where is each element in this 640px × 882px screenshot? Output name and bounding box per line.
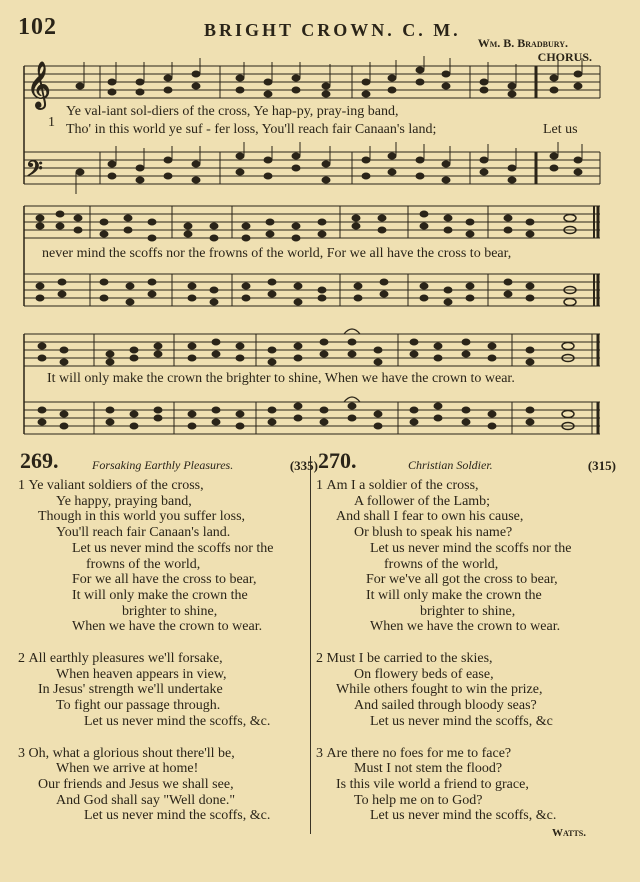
stanza-line: Must I not stem the flood? (354, 761, 503, 777)
hymn-header (18, 448, 318, 476)
stanza-line: Is this vile world a friend to grace, (336, 776, 529, 792)
score-lyrics-line-1: Ye val-iant sol-diers of the cross, Ye hap-py, pray-ing band, (66, 104, 399, 119)
composer-credit: Wm. B. Bradbury. (477, 36, 568, 50)
stanza-line: It will only make the crown the (72, 587, 248, 603)
hymn-270 (316, 448, 616, 840)
bass-clef-icon: 𝄢 (26, 157, 43, 187)
score-lyrics-system-3: It will only make the crown the brighter to shine, When we have the crown to wear. (47, 371, 515, 386)
verse-text: Oh, what a glorious shout there'll be, (28, 745, 235, 761)
stanza-line: And shall I fear to own his cause, (336, 509, 524, 525)
stanza-line: While others fought to win the prize, (336, 682, 543, 698)
stanza-line: For we all have the cross to bear, (72, 572, 257, 588)
stanza-line: Though in this world you suffer loss, (38, 509, 246, 525)
verse-text: Am I a soldier of the cross, (326, 478, 479, 493)
score-lyrics-line-2: Tho' in this world ye suf - fer loss, You'll reach fair Canaan's land; (66, 122, 437, 137)
stanza-number: 2 (18, 651, 25, 667)
score-lyrics-system-2: never mind the scoffs nor the frowns of the world, For we all have the cross to bear, (42, 246, 512, 261)
stanza-line: brighter to shine, (122, 603, 218, 619)
stanza (316, 651, 616, 730)
hymn-reference: (315) (587, 458, 616, 473)
stanza-number: 1 (18, 478, 25, 493)
hymn-number: 270. (318, 448, 357, 473)
stanza-line: To help me on to God? (354, 792, 483, 808)
stanza-line: To fight our passage through. (56, 698, 221, 714)
stanza-line: A follower of the Lamb; (354, 493, 491, 509)
page-number: 102 (18, 14, 57, 40)
stanza-line: Let us never mind the scoffs, &c. (370, 808, 557, 824)
stanza (316, 478, 616, 635)
stanza-line: It will only make the crown the (366, 587, 542, 603)
stanza-line (316, 746, 616, 762)
stanza-line: When we have the crown to wear. (370, 619, 561, 635)
stanza-line: And sailed through bloody seas? (354, 698, 537, 714)
hymn-269 (18, 448, 318, 840)
stanza-line: Let us never mind the scoffs nor the (370, 540, 572, 556)
stanza-line: For we've all got the cross to bear, (366, 572, 558, 588)
verse-text: Ye valiant soldiers of the cross, (28, 478, 204, 493)
stanza-line (316, 651, 616, 667)
stanza (18, 651, 318, 730)
stanza-line: When heaven appears in view, (56, 666, 227, 682)
hymn-subtitle: Forsaking Earthly Pleasures. (92, 458, 234, 472)
stanza-line: And God shall say "Well done." (56, 792, 236, 808)
stanza-line: Or blush to speak his name? (354, 525, 513, 541)
hymn-author: Watts. (551, 827, 586, 839)
stanza-line: On flowery beds of ease, (354, 666, 494, 682)
stanza (316, 746, 616, 825)
chorus-label: CHORUS. (537, 50, 592, 64)
stanza-line (18, 478, 318, 494)
hymn-number: 269. (20, 448, 59, 473)
treble-clef-icon: 𝄞 (27, 62, 51, 108)
stanza-line: frowns of the world, (86, 556, 201, 572)
verse-text: Are there no foes for me to face? (326, 745, 512, 761)
stanza-number: 3 (316, 745, 323, 761)
stanza-line: brighter to shine, (420, 603, 516, 619)
verse-text: All earthly pleasures we'll forsake, (28, 651, 223, 667)
stanza-line: Let us never mind the scoffs, &c. (84, 808, 271, 824)
stanza-line: Let us never mind the scoffs nor the (72, 540, 274, 556)
stanza-line (18, 651, 318, 667)
stanza-number: 3 (18, 745, 25, 761)
score-lyrics-line-2-end: Let us (543, 122, 578, 137)
stanza (18, 746, 318, 825)
stanza-line: frowns of the world, (384, 556, 499, 572)
tune-title: BRIGHT CROWN. C. M. (204, 20, 461, 40)
hymn-reference: (335) (289, 458, 318, 473)
stanza (18, 478, 318, 635)
score-verse-number: 1 (48, 115, 55, 130)
stanza-line: In Jesus' strength we'll undertake (38, 682, 223, 698)
stanza-line: Let us never mind the scoffs, &c. (84, 713, 271, 729)
stanza-line (316, 478, 616, 494)
stanza-line: When we have the crown to wear. (72, 619, 263, 635)
stanza-number: 2 (316, 651, 323, 667)
stanza-line: You'll reach fair Canaan's land. (56, 525, 231, 541)
stanza-line (18, 746, 318, 762)
stanza-line: When we arrive at home! (56, 761, 199, 777)
verse-text: Must I be carried to the skies, (326, 651, 493, 667)
stanza-number: 1 (316, 478, 323, 493)
hymn-subtitle: Christian Soldier. (408, 458, 493, 472)
stanza-line: Ye happy, praying band, (56, 493, 192, 509)
hymn-header (316, 448, 616, 476)
stanza-line: Our friends and Jesus we shall see, (38, 776, 234, 792)
stanza-line: Let us never mind the scoffs, &c (370, 713, 553, 729)
